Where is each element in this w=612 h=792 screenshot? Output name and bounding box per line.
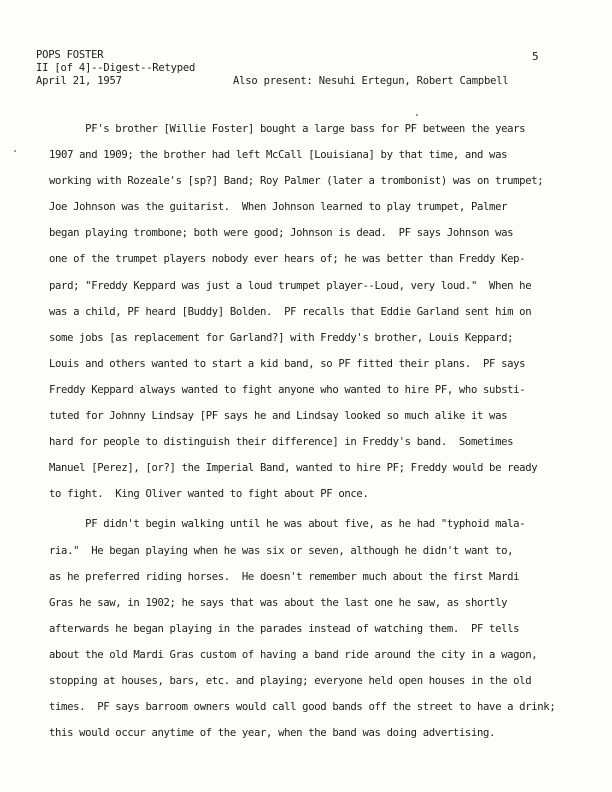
transcript-line: working with Rozeale's [sp?] Band; Roy Palmer (later a trombonist) was on trumpet; bbox=[49, 175, 544, 188]
scan-speck bbox=[14, 150, 16, 152]
transcript-line: tuted for Johnny Lindsay [PF says he and Lindsay looked so much alike it was bbox=[49, 410, 508, 423]
transcript-line: as he preferred riding horses. He doesn't remember much about the first Mardi bbox=[49, 570, 520, 583]
transcript-line: times. PF says barroom owners would call good bands off the street to have a drink; bbox=[49, 701, 556, 714]
transcript-line: about the old Mardi Gras custom of having a band ride around the city in a wagon, bbox=[49, 648, 538, 661]
transcript-line: afterwards he began playing in the parades instead of watching them. PF tells bbox=[49, 622, 520, 635]
transcript-line: hard for people to distinguish their difference] in Freddy's band. Sometimes bbox=[49, 436, 514, 449]
transcript-line: some jobs [as replacement for Garland?] with Freddy's brother, Louis Keppard; bbox=[49, 331, 514, 344]
transcript-line: Manuel [Perez], [or?] the Imperial Band, wanted to hire PF; Freddy would be ready bbox=[49, 462, 538, 475]
transcript-line: ria." He began playing when he was six or seven, although he didn't want to, bbox=[49, 544, 514, 557]
transcript-line: PF didn't begin walking until he was about five, as he had "typhoid mala- bbox=[49, 518, 526, 531]
reel-descriptor: II [of 4]--Digest--Retyped bbox=[36, 62, 196, 74]
transcript-line: stopping at houses, bars, etc. and playing; everyone held open houses in the old bbox=[49, 674, 532, 687]
interview-date: April 21, 1957 bbox=[36, 75, 122, 87]
transcript-line: this would occur anytime of the year, when the band was doing advertising. bbox=[49, 727, 496, 740]
page-number: 5 bbox=[532, 50, 539, 63]
transcript-line: Freddy Keppard always wanted to fight anyone who wanted to hire PF, who substi- bbox=[49, 383, 526, 396]
scan-speck bbox=[416, 114, 418, 116]
transcript-line: to fight. King Oliver wanted to fight about PF once. bbox=[49, 488, 369, 501]
transcript-line: began playing trombone; both were good; Johnson is dead. PF says Johnson was bbox=[49, 227, 514, 240]
transcript-line: Louis and others wanted to start a kid band, so PF fitted their plans. PF says bbox=[49, 357, 526, 370]
transcript-line: was a child, PF heard [Buddy] Bolden. PF recalls that Eddie Garland sent him on bbox=[49, 305, 532, 318]
interviewee-name: POPS FOSTER bbox=[36, 49, 104, 61]
transcript-line: 1907 and 1909; the brother had left McCall [Louisiana] by that time, and was bbox=[49, 149, 508, 162]
also-present-line: Also present: Nesuhi Ertegun, Robert Campbell bbox=[233, 75, 509, 87]
transcript-line: one of the trumpet players nobody ever hears of; he was better than Freddy Kep- bbox=[49, 253, 526, 266]
transcript-body bbox=[49, 122, 556, 752]
transcript-line: pard; "Freddy Keppard was just a loud trumpet player--Loud, very loud." When he bbox=[49, 279, 532, 292]
transcript-paragraph bbox=[49, 122, 549, 513]
transcript-paragraph bbox=[49, 517, 556, 752]
transcript-line: Gras he saw, in 1902; he says that was about the last one he saw, as shortly bbox=[49, 596, 508, 609]
transcript-line: PF's brother [Willie Foster] bought a large bass for PF between the years bbox=[49, 123, 526, 135]
transcript-line: Joe Johnson was the guitarist. When Johnson learned to play trumpet, Palmer bbox=[49, 201, 508, 214]
